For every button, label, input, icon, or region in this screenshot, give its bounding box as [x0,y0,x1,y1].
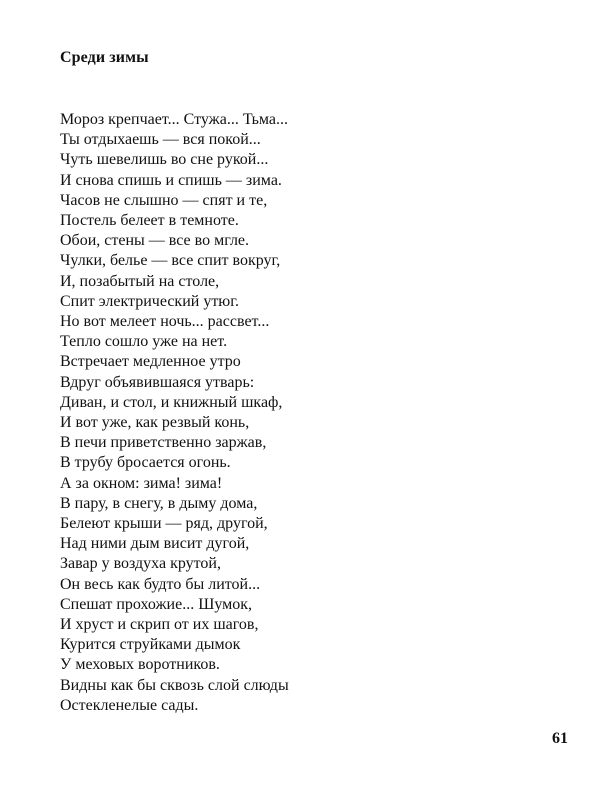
poem-line: Чуть шевелишь во сне рукой... [60,151,269,169]
poem-line: И, позабытый на столе, [60,272,220,290]
page-number: 61 [552,730,568,747]
poem-line: И снова спишь и спишь — зима. [60,171,282,189]
poem-line: Спит электрический утюг. [60,292,240,310]
poem-line: Ты отдыхаешь — вся покой... [60,131,261,149]
poem-line: И вот уже, как резвый конь, [60,414,250,432]
poem-line: В трубу бросается огонь. [60,454,231,472]
poem-line: Над ними дым висит дугой, [60,535,250,553]
poem-line: Белеют крыши — ряд, другой, [60,515,268,533]
poem-line: В печи приветственно заржав, [60,434,267,452]
poem-line: У меховых воротников. [60,656,220,674]
poem-line: В пару, в снегу, в дыму дома, [60,494,258,512]
poem-line: Обои, стены — все во мгле. [60,232,250,250]
poem-line: Вдруг объявившаяся утварь: [60,373,255,391]
poem-line: Постель белеет в темноте. [60,212,239,230]
poem-line: Тепло сошло уже на нет. [60,333,228,351]
poem-title: Среди зимы [60,49,149,66]
poem-line: И хруст и скрип от их шагов, [60,616,259,634]
poem-body [60,110,289,716]
poem-line: Диван, и стол, и книжный шкаф, [60,393,283,411]
poem-line: Он весь как будто бы литой... [60,575,261,593]
poem-line: Но вот мелеет ночь... рассвет... [60,313,270,331]
poem-line: А за окном: зима! зима! [60,474,223,492]
poem-line: Встречает медленное утро [60,353,241,371]
poem-line: Часов не слышно — спят и те, [60,191,268,209]
poem-line: Чулки, белье — все спит вокруг, [60,252,281,270]
poem-line: Курится струйками дымок [60,636,241,654]
poem-line: Мороз крепчает... Стужа... Тьма... [60,111,288,128]
poem-line: Завар у воздуха крутой, [60,555,221,573]
poem-line: Видны как бы сквозь слой слюды [60,676,289,694]
poem-line: Остекленелые сады. [60,696,199,714]
poem-line: Спешат прохожие... Шумок, [60,595,253,613]
